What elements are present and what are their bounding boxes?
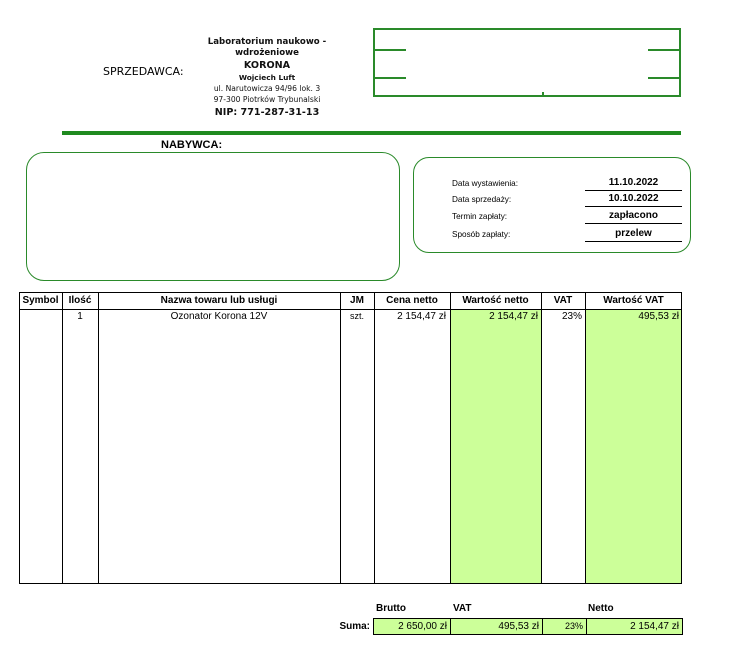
date-issued-label: Data wystawienia:: [452, 179, 518, 188]
items-table: [19, 292, 682, 584]
seller-nip: NIP: 771-287-31-13: [214, 107, 320, 118]
seller-label: SPRZEDAWCA:: [103, 65, 184, 78]
date-issued-row: [452, 175, 682, 192]
header-name: Nazwa towaru lub usługi: [160, 295, 278, 306]
date-sale-row: [452, 191, 682, 208]
seller-info: [196, 37, 338, 119]
col-sep: [450, 292, 451, 584]
date-sale-underline: [585, 206, 682, 207]
date-sale-label: Data sprzedaży:: [452, 195, 512, 204]
date-issued-value: 11.10.2022: [608, 177, 659, 188]
header-qty: Ilość: [68, 295, 92, 306]
totals-netto-header: Netto: [588, 603, 614, 614]
row-vat-value: 495,53 zł: [638, 311, 679, 322]
logo-frame: [373, 28, 681, 97]
header-divider: [62, 131, 681, 135]
row-unit-price: 2 154,47 zł: [397, 311, 446, 322]
buyer-label: NABYWCA:: [161, 139, 223, 151]
seller-address-line1: ul. Narutowicza 94/96 lok. 3: [213, 84, 321, 93]
payment-method-underline: [585, 241, 682, 242]
col-sep: [62, 292, 63, 584]
header-unit-price: Cena netto: [386, 295, 438, 306]
col-sep: [374, 292, 375, 584]
payment-method-label: Sposób zapłaty:: [452, 230, 511, 239]
col-sep: [541, 292, 542, 584]
payment-term-value: zapłacono: [609, 210, 658, 221]
totals-label: Suma:: [339, 621, 370, 632]
header-vat: VAT: [553, 295, 573, 306]
table-border: [19, 292, 682, 584]
buyer-box: [26, 152, 400, 281]
header-net-value: Wartość netto: [462, 295, 529, 306]
seller-owner: Wojciech Luft: [238, 73, 296, 82]
row-unit: szt.: [349, 311, 364, 321]
col-sep: [340, 292, 341, 584]
seller-name: Laboratorium naukowo - wdrożeniowe: [207, 37, 327, 58]
col-sep: [98, 292, 99, 584]
totals-vat-rate: 23%: [542, 618, 587, 635]
header-vat-value: Wartość VAT: [603, 295, 664, 306]
row-name: Ozonator Korona 12V: [170, 311, 268, 322]
row-qty: 1: [77, 311, 83, 322]
header-symbol: Symbol: [22, 295, 59, 306]
totals-brutto: 2 650,00 zł: [373, 618, 451, 635]
payment-term-label: Termin zapłaty:: [452, 212, 508, 221]
seller-brand: KORONA: [243, 60, 291, 71]
header-unit: JM: [350, 295, 364, 306]
seller-address-line2: 97-300 Piotrków Trybunalski: [213, 95, 321, 104]
payment-method-row: [452, 226, 682, 243]
totals-vat: 495,53 zł: [450, 618, 543, 635]
row-net-value: 2 154,47 zł: [489, 311, 538, 322]
totals-brutto-header: Brutto: [376, 603, 406, 614]
row-vat-rate: 23%: [561, 311, 582, 322]
payment-term-underline: [585, 223, 682, 224]
date-sale-value: 10.10.2022: [608, 193, 659, 204]
totals-netto: 2 154,47 zł: [586, 618, 683, 635]
payment-method-value: przelew: [615, 228, 652, 239]
header-line: [19, 309, 682, 310]
totals-vat-header: VAT: [453, 603, 472, 614]
payment-term-row: [452, 208, 682, 225]
col-sep: [585, 292, 586, 584]
